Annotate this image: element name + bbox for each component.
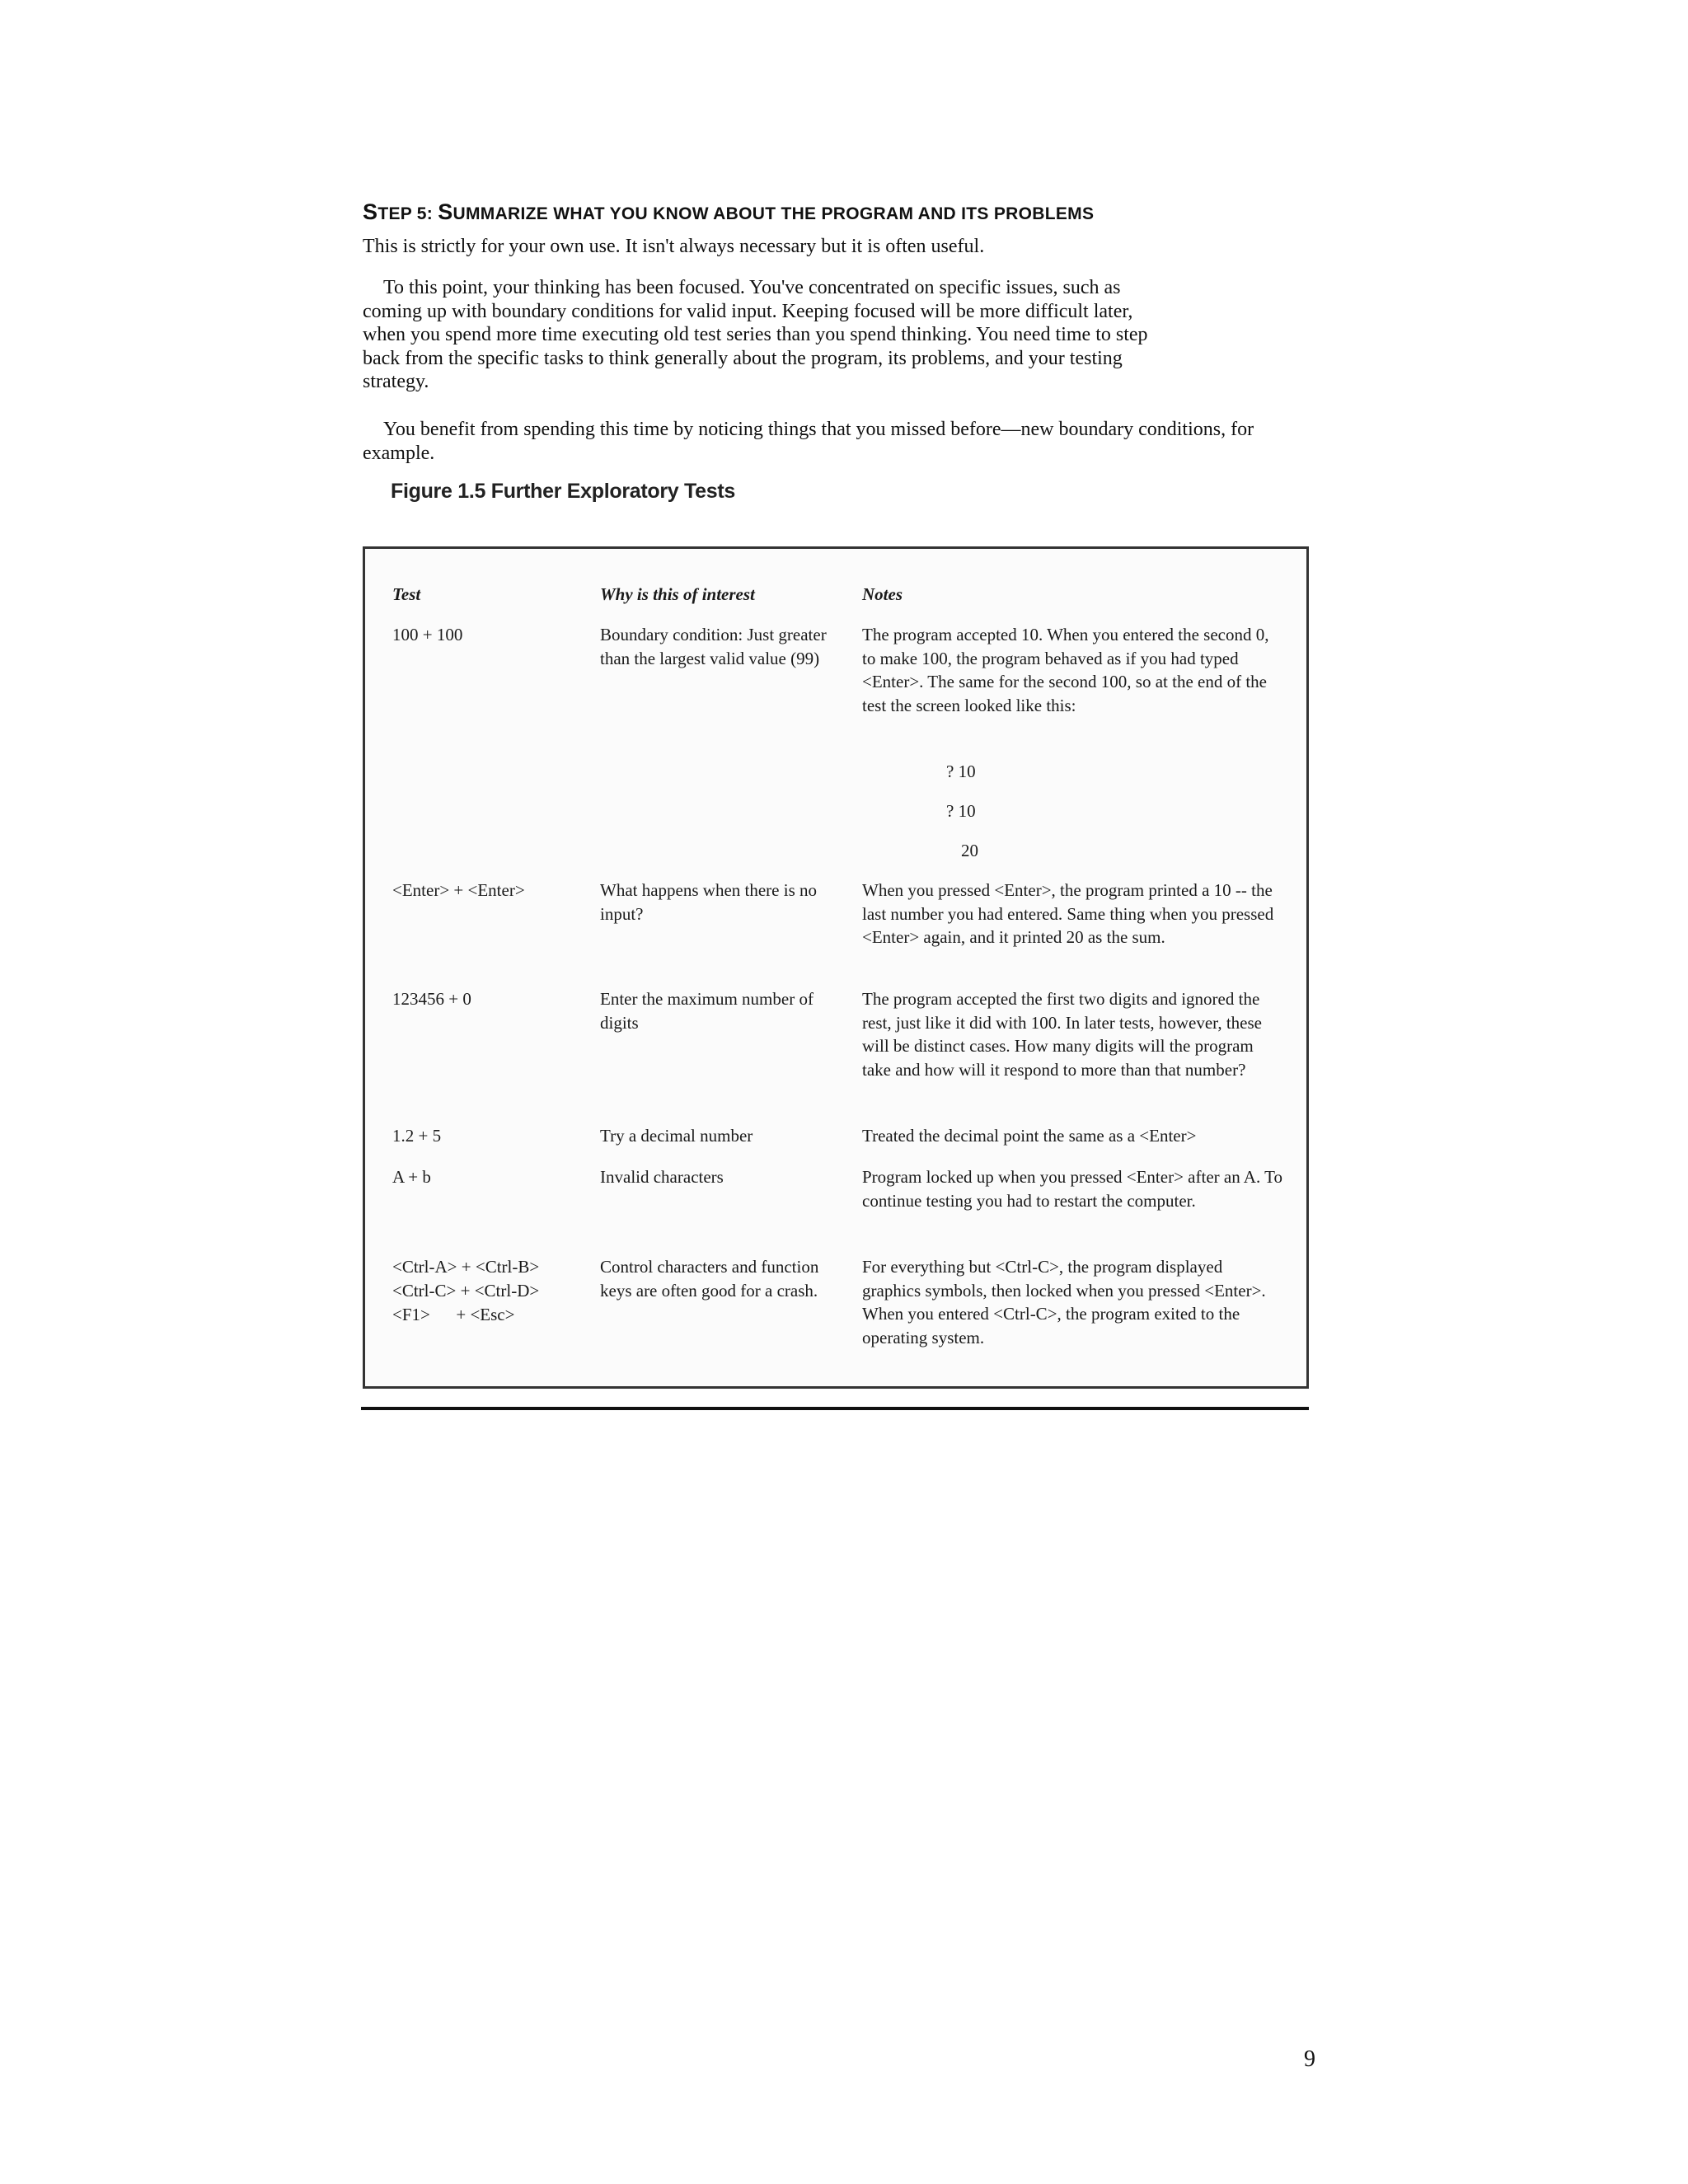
row-3-test: 123456 + 0 (392, 989, 471, 1009)
row-2-notes: When you pressed <Enter>, the program printed a 10 -- the last number you had entered. Same thing when you pressed <Enter> again, and it printed 20 as the sum. (862, 880, 1274, 947)
heading-initial-2: S (438, 199, 453, 224)
row-6-test-line-2: <Ctrl-C> + <Ctrl-D> (392, 1281, 540, 1301)
heading-initial-1: S (363, 199, 378, 224)
row-4-notes: Treated the decimal point the same as a <Enter> (862, 1126, 1197, 1146)
row-6-test-line-3: <F1> + <Esc> (392, 1305, 515, 1324)
row-4-test: 1.2 + 5 (392, 1126, 442, 1146)
row-1-screen-line-2: ? 10 (946, 801, 976, 821)
row-1-screen-line-3: 20 (961, 841, 978, 860)
row-3-why: Enter the maximum number of digits (600, 989, 814, 1033)
row-5-why: Invalid characters (600, 1167, 724, 1187)
row-5-notes: Program locked up when you pressed <Enter> after an A. To continue testing you had to restart the computer. (862, 1167, 1282, 1211)
header-why: Why is this of interest (600, 584, 755, 604)
row-6-test-line-1: <Ctrl-A> + <Ctrl-B> (392, 1257, 540, 1277)
figure-bottom-rule (361, 1407, 1309, 1410)
row-6-notes: For everything but <Ctrl-C>, the program displayed graphics symbols, then locked when you pressed <Enter>. When you entered <Ctrl-C>, the program exited to the operating system. (862, 1257, 1266, 1347)
row-1-notes: The program accepted 10. When you entered the second 0, to make 100, the program behaved as if you had typed <Enter>. The same for the second 100, so at the end of the test the screen looked like this: (862, 625, 1269, 715)
row-6-why: Control characters and function keys are often good for a crash. (600, 1257, 819, 1301)
paragraph-3: You benefit from spending this time by noticing things that you missed before—new boundary conditions, for example. (363, 419, 1254, 464)
heading-part-1: TEP 5: (377, 204, 438, 223)
row-3-notes: The program accepted the first two digits and ignored the rest, just like it did with 100. In later tests, however, these will be distinct cases. How many digits will the program take and how will it respond to more than that number? (862, 989, 1262, 1080)
header-notes: Notes (862, 584, 903, 604)
row-2-why: What happens when there is no input? (600, 880, 818, 924)
section-heading (363, 199, 1094, 225)
row-1-test: 100 + 100 (392, 625, 463, 644)
figure-caption: Figure 1.5 Further Exploratory Tests (391, 480, 736, 503)
row-4-why: Try a decimal number (600, 1126, 753, 1146)
row-1-screen-line-1: ? 10 (946, 762, 976, 781)
heading-part-2: UMMARIZE WHAT YOU KNOW ABOUT THE PROGRAM AND ITS PROBLEMS (452, 204, 1095, 223)
row-2-test: <Enter> + <Enter> (392, 880, 525, 900)
page-number: 9 (1304, 2046, 1315, 2072)
row-1-why: Boundary condition: Just greater than the largest valid value (99) (600, 625, 827, 668)
row-5-test: A + b (392, 1167, 431, 1187)
header-test: Test (392, 584, 421, 604)
paragraph-2: To this point, your thinking has been focused. You've concentrated on specific issues, such as coming up with boundary conditions for valid input. Keeping focused will be more difficult later, when you spend more time executing old test series than you spend thinking. You need time to step back from the specific tasks to think generally about the program, its problems, and your testing strategy. (363, 277, 1148, 392)
paragraph-1: This is strictly for your own use. It isn't always necessary but it is often useful. (363, 236, 985, 257)
